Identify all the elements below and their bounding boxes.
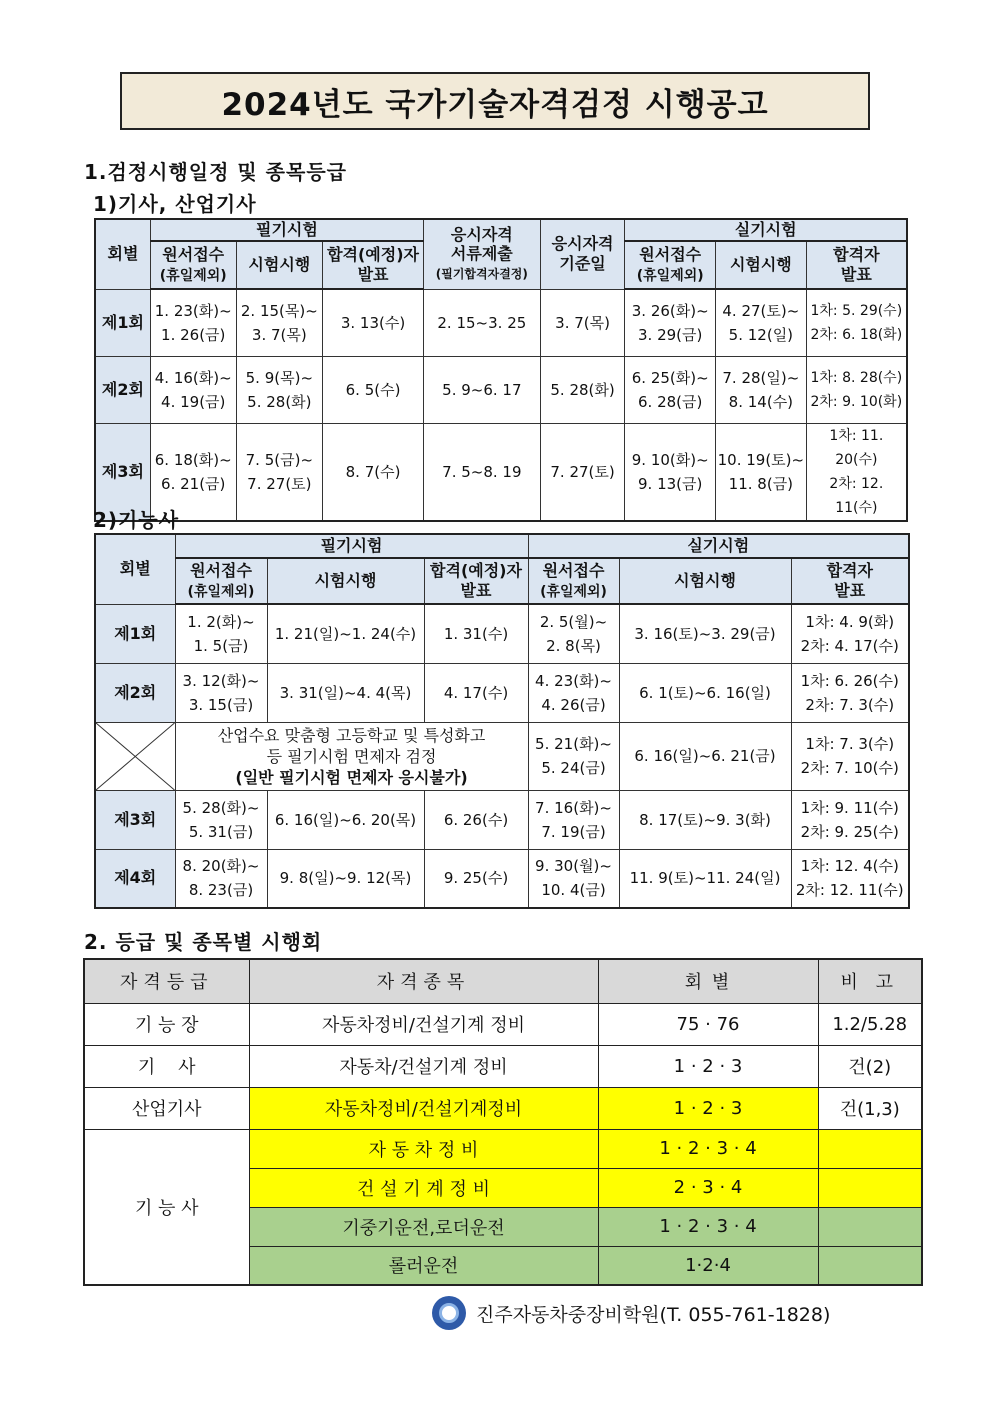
practical-pass-cell: 1차: 6. 26(수) 2차: 7. 3(수) — [791, 663, 909, 722]
item-cell: 건 설 기 계 정 비 — [249, 1168, 598, 1207]
round-label: 제1회 — [95, 604, 175, 663]
practical-pass-cell: 1차: 8. 28(수) 2차: 9. 10(화) — [806, 356, 907, 423]
subsection-craftsman: 2)기능사 — [93, 508, 180, 532]
round-label: 제1회 — [95, 289, 150, 356]
practical-pass-cell: 1차: 4. 9(화) 2차: 4. 17(수) — [791, 604, 909, 663]
practical-apply-cell: 9. 30(월)~ 10. 4(금) — [528, 849, 619, 908]
written-pass-cell: 9. 25(수) — [424, 849, 528, 908]
practical-apply-cell: 3. 26(화)~ 3. 29(금) — [625, 289, 716, 356]
practical-exam-cell: 7. 28(일)~ 8. 14(수) — [716, 356, 807, 423]
exemption-line2: 등 필기시험 면제자 검정 — [266, 746, 437, 766]
note-cell: 1.2/5.28 — [818, 1003, 922, 1045]
item-cell: 기중기운전,로더운전 — [249, 1207, 598, 1246]
footer-text: 진주자동차중장비학원(T. 055-761-1828) — [476, 1303, 831, 1326]
practical-apply-cell: 4. 23(화)~ 4. 26(금) — [528, 663, 619, 722]
header-eligibility: 응시자격 기준일 — [540, 219, 625, 289]
section2-heading: 2. 등급 및 종목별 시행회 — [84, 930, 323, 954]
doc-submit-cell: 5. 9~6. 17 — [423, 356, 540, 423]
written-apply-cell: 4. 16(화)~ 4. 19(금) — [150, 356, 236, 423]
practical-exam-cell: 11. 9(토)~11. 24(일) — [619, 849, 791, 908]
header-p-pass: 합격자 발표 — [791, 558, 909, 604]
practical-apply-cell: 5. 21(화)~ 5. 24(금) — [528, 722, 619, 790]
round-label: 제4회 — [95, 849, 175, 908]
written-pass-cell: 1. 31(수) — [424, 604, 528, 663]
round-cell: 1 · 2 · 3 · 4 — [598, 1129, 818, 1168]
practical-exam-cell: 6. 1(토)~6. 16(일) — [619, 663, 791, 722]
item-cell: 롤러운전 — [249, 1246, 598, 1285]
practical-pass-cell: 1차: 7. 3(수) 2차: 7. 10(수) — [791, 722, 909, 790]
written-pass-cell: 4. 17(수) — [424, 663, 528, 722]
round-cell: 1 · 2 · 3 — [598, 1087, 818, 1129]
practical-apply-cell: 6. 25(화)~ 6. 28(금) — [625, 356, 716, 423]
section1-heading: 1.검정시행일정 및 종목등급 — [84, 160, 347, 184]
written-apply-cell: 1. 2(화)~ 1. 5(금) — [175, 604, 267, 663]
item-cell: 자동차/건설기계 정비 — [249, 1045, 598, 1087]
note-cell — [818, 1207, 922, 1246]
written-pass-cell: 6. 5(수) — [323, 356, 424, 423]
written-pass-cell: 6. 26(수) — [424, 790, 528, 849]
table-row — [95, 604, 909, 663]
round-cell: 1 · 2 · 3 — [598, 1045, 818, 1087]
header-written: 필기시험 — [175, 534, 528, 558]
table-row — [95, 790, 909, 849]
practical-exam-cell: 6. 16(일)~6. 21(금) — [619, 722, 791, 790]
practical-exam-cell: 8. 17(토)~9. 3(화) — [619, 790, 791, 849]
table-row — [95, 423, 907, 521]
written-exam-cell: 7. 5(금)~ 7. 27(토) — [236, 423, 323, 521]
header-practical: 실기시험 — [528, 534, 909, 558]
header-p-apply: 원서접수 (휴일제외) — [625, 241, 716, 289]
table-row — [84, 1045, 922, 1087]
header-w-pass: 합격(예정)자 발표 — [424, 558, 528, 604]
table-row — [84, 1003, 922, 1045]
written-pass-cell: 3. 13(수) — [323, 289, 424, 356]
written-exam-cell: 2. 15(목)~ 3. 7(목) — [236, 289, 323, 356]
item-cell: 자동차정비/건설기계정비 — [249, 1087, 598, 1129]
practical-pass-cell: 1차: 9. 11(수) 2차: 9. 25(수) — [791, 790, 909, 849]
header-p-exam: 시험시행 — [716, 241, 807, 289]
grade-cell: 기 사 — [84, 1045, 249, 1087]
round-cell: 2 · 3 · 4 — [598, 1168, 818, 1207]
header-round: 회별 — [95, 219, 150, 289]
eligibility-date-cell: 3. 7(목) — [540, 289, 625, 356]
round-label: 제3회 — [95, 790, 175, 849]
written-exam-cell: 6. 16(일)~6. 20(목) — [267, 790, 424, 849]
grade-cell: 기 능 장 — [84, 1003, 249, 1045]
header-note: 비 고 — [818, 959, 922, 1003]
grade-cell: 기 능 사 — [84, 1129, 249, 1285]
exemption-line3: (일반 필기시험 면제자 응시불가) — [235, 767, 468, 787]
footer — [432, 1295, 830, 1331]
grade-cell: 산업기사 — [84, 1087, 249, 1129]
round-cell: 1·2·4 — [598, 1246, 818, 1285]
exemption-row — [95, 722, 909, 790]
practical-pass-cell: 1차: 12. 4(수) 2차: 12. 11(수) — [791, 849, 909, 908]
practical-apply-cell: 9. 10(화)~ 9. 13(금) — [625, 423, 716, 521]
round-label: 제2회 — [95, 663, 175, 722]
exemption-line1: 산업수요 맞춤형 고등학교 및 특성화고 — [217, 725, 486, 745]
written-exam-cell: 9. 8(일)~9. 12(목) — [267, 849, 424, 908]
practical-exam-cell: 3. 16(토)~3. 29(금) — [619, 604, 791, 663]
round-label: 제2회 — [95, 356, 150, 423]
header-w-apply: 원서접수 (휴일제외) — [175, 558, 267, 604]
crossed-out-cell — [95, 722, 175, 790]
header-w-exam: 시험시행 — [236, 241, 323, 289]
note-cell — [818, 1168, 922, 1207]
header-item: 자격종목 — [249, 959, 598, 1003]
item-cell: 자동차정비/건설기계 정비 — [249, 1003, 598, 1045]
eligibility-date-cell: 5. 28(화) — [540, 356, 625, 423]
header-round: 회별 — [95, 534, 175, 604]
header-round: 회 별 — [598, 959, 818, 1003]
written-apply-cell: 5. 28(화)~ 5. 31(금) — [175, 790, 267, 849]
written-apply-cell: 1. 23(화)~ 1. 26(금) — [150, 289, 236, 356]
round-cell: 75 · 76 — [598, 1003, 818, 1045]
table-row — [84, 1129, 922, 1168]
practical-pass-cell: 1차: 11. 20(수) 2차: 12. 11(수) — [806, 423, 907, 521]
written-exam-cell: 3. 31(일)~4. 4(목) — [267, 663, 424, 722]
exemption-note-cell — [175, 722, 528, 790]
table-row — [84, 1087, 922, 1129]
doc-submit-cell: 2. 15~3. 25 — [423, 289, 540, 356]
doc-submit-cell: 7. 5~8. 19 — [423, 423, 540, 521]
practical-exam-cell: 10. 19(토)~ 11. 8(금) — [716, 423, 807, 521]
header-p-pass: 합격자 발표 — [806, 241, 907, 289]
academy-logo-icon — [432, 1296, 466, 1330]
header-w-apply: 원서접수 (휴일제외) — [150, 241, 236, 289]
header-p-apply: 원서접수 (휴일제외) — [528, 558, 619, 604]
written-pass-cell: 8. 7(수) — [323, 423, 424, 521]
note-cell: 건(1,3) — [818, 1087, 922, 1129]
table-row — [95, 356, 907, 423]
craftsman-schedule-table — [94, 533, 910, 909]
header-practical: 실기시험 — [625, 219, 907, 241]
written-apply-cell: 3. 12(화)~ 3. 15(금) — [175, 663, 267, 722]
header-w-pass: 합격(예정)자 발표 — [323, 241, 424, 289]
header-p-exam: 시험시행 — [619, 558, 791, 604]
written-exam-cell: 5. 9(목)~ 5. 28(화) — [236, 356, 323, 423]
written-exam-cell: 1. 21(일)~1. 24(수) — [267, 604, 424, 663]
page-title — [120, 72, 870, 130]
eligibility-date-cell: 7. 27(토) — [540, 423, 625, 521]
header-written: 필기시험 — [150, 219, 423, 241]
practical-pass-cell: 1차: 5. 29(수) 2차: 6. 18(화) — [806, 289, 907, 356]
subsection-engineer: 1)기사, 산업기사 — [93, 192, 257, 216]
table-row — [95, 663, 909, 722]
practical-apply-cell: 7. 16(화)~ 7. 19(금) — [528, 790, 619, 849]
written-apply-cell: 6. 18(화)~ 6. 21(금) — [150, 423, 236, 521]
round-cell: 1 · 2 · 3 · 4 — [598, 1207, 818, 1246]
cross-mark-icon — [96, 723, 175, 790]
written-apply-cell: 8. 20(화)~ 8. 23(금) — [175, 849, 267, 908]
header-doc: 응시자격 서류제출 (필기합격자결정) — [423, 219, 540, 289]
practical-exam-cell: 4. 27(토)~ 5. 12(일) — [716, 289, 807, 356]
table-row — [95, 289, 907, 356]
header-w-exam: 시험시행 — [267, 558, 424, 604]
note-cell: 건(2) — [818, 1045, 922, 1087]
grade-table — [83, 958, 923, 1286]
note-cell — [818, 1246, 922, 1285]
table-row — [95, 849, 909, 908]
practical-apply-cell: 2. 5(월)~ 2. 8(목) — [528, 604, 619, 663]
engineer-schedule-table — [94, 218, 908, 522]
header-grade: 자격등급 — [84, 959, 249, 1003]
note-cell — [818, 1129, 922, 1168]
title-text: 2024년도 국가기술자격검정 시행공고 — [221, 86, 769, 123]
item-cell: 자 동 차 정 비 — [249, 1129, 598, 1168]
round-label: 제3회 — [95, 423, 150, 521]
